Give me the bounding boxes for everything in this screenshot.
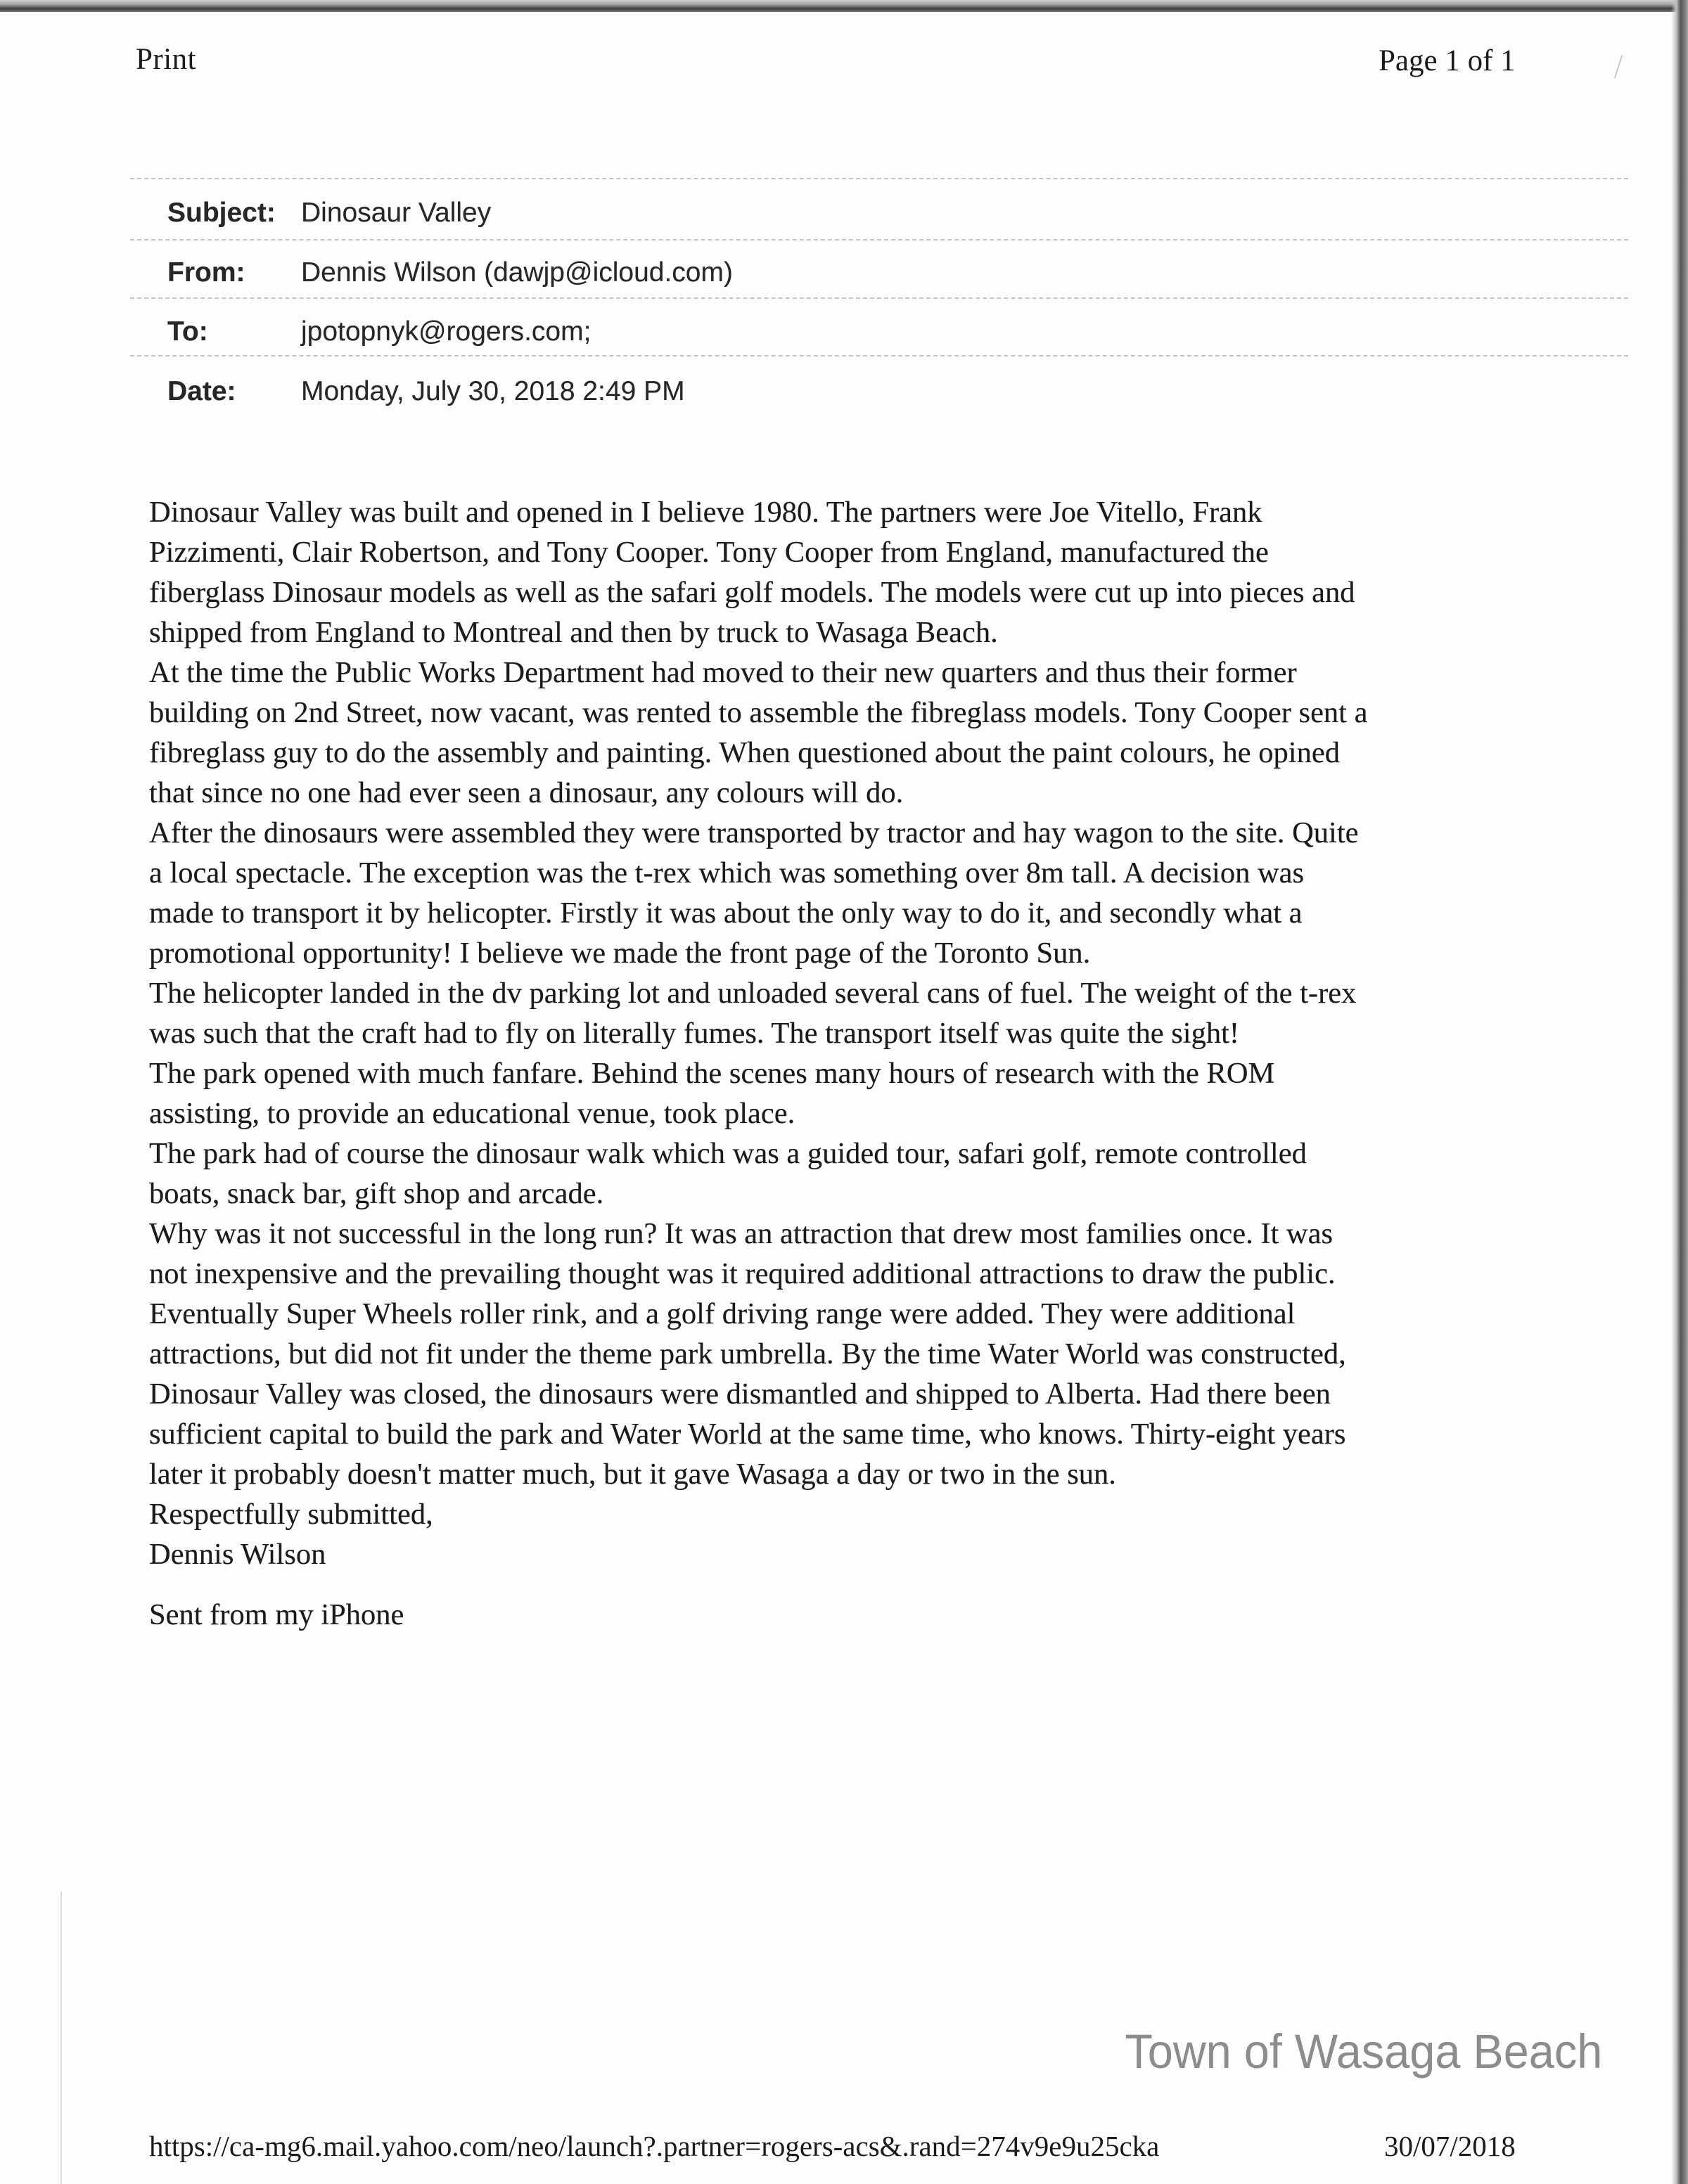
town-watermark: Town of Wasaga Beach (1124, 2024, 1602, 2079)
body-line: was such that the craft had to fly on literally fumes. The transport itself was quite the sight! (149, 1017, 1240, 1050)
header-row-to (167, 316, 591, 347)
email-body (149, 492, 1549, 1574)
header-row-date (167, 376, 685, 407)
body-line: fiberglass Dinosaur models as well as the safari golf models. The models were cut up into pieces and (149, 576, 1355, 609)
body-line: Dinosaur Valley was closed, the dinosaurs were dismantled and shipped to Alberta. Had there been (149, 1377, 1331, 1411)
from-value: Dennis Wilson (dawjp@icloud.com) (301, 257, 733, 288)
body-line: boats, snack bar, gift shop and arcade. (149, 1177, 604, 1210)
header-separator (130, 239, 1628, 240)
body-line: fibreglass guy to do the assembly and painting. When questioned about the paint colours, he opined (149, 736, 1340, 769)
body-line: Dinosaur Valley was built and opened in I believe 1980. The partners were Joe Vitello, Frank (149, 496, 1262, 529)
body-line: promotional opportunity! I believe we made the front page of the Toronto Sun. (149, 937, 1091, 970)
body-line: The helicopter landed in the dv parking lot and unloaded several cans of fuel. The weight of the t-rex (149, 977, 1357, 1010)
body-line: building on 2nd Street, now vacant, was rented to assemble the fibreglass models. Tony Cooper sent a (149, 696, 1368, 729)
body-line: sufficient capital to build the park and Water World at the same time, who knows. Thirty-eight years (149, 1418, 1346, 1451)
body-line: Dennis Wilson (149, 1538, 326, 1571)
body-line: shipped from England to Montreal and then by truck to Wasaga Beach. (149, 616, 998, 649)
sent-from-iphone-note: Sent from my iPhone (149, 1598, 404, 1631)
date-value: Monday, July 30, 2018 2:49 PM (301, 376, 685, 406)
to-value: jpotopnyk@rogers.com; (301, 316, 592, 347)
body-line: that since no one had ever seen a dinosaur, any colours will do. (149, 776, 904, 809)
scan-right-edge-artifact (1671, 0, 1688, 2184)
body-line: attractions, but did not fit under the theme park umbrella. By the time Water World was constructed, (149, 1337, 1346, 1370)
header-row-from (167, 257, 733, 288)
body-line: not inexpensive and the prevailing thought was it required additional attractions to draw the public. (149, 1257, 1336, 1290)
body-line: Why was it not successful in the long run? It was an attraction that drew most families once. It was (149, 1217, 1334, 1250)
body-line: a local spectacle. The exception was the t-rex which was something over 8m tall. A decision was (149, 856, 1305, 889)
scan-top-edge-artifact (0, 0, 1688, 12)
body-line: made to transport it by helicopter. Firstly it was about the only way to do it, and secondly what a (149, 897, 1303, 930)
scan-left-scratch-artifact (60, 1891, 62, 2184)
body-line: later it probably doesn't matter much, but it gave Wasaga a day or two in the sun. (149, 1458, 1116, 1491)
page-indicator: Page 1 of 1 (1379, 44, 1516, 77)
header-separator (130, 355, 1628, 356)
subject-value: Dinosaur Valley (301, 198, 492, 228)
body-line: Respectfully submitted, (149, 1498, 433, 1531)
body-line: Eventually Super Wheels roller rink, and a golf driving range were added. They were additional (149, 1297, 1296, 1330)
subject-label: Subject: (167, 198, 276, 228)
footer-date: 30/07/2018 (1384, 2130, 1516, 2162)
scan-scratch-artifact (1614, 56, 1623, 79)
body-line: The park had of course the dinosaur walk which was a guided tour, safari golf, remote controlled (149, 1137, 1307, 1170)
header-separator (130, 297, 1628, 299)
body-line: Pizzimenti, Clair Robertson, and Tony Cooper. Tony Cooper from England, manufactured the (149, 536, 1269, 569)
print-title: Print (136, 43, 197, 76)
header-row-subject (167, 198, 491, 229)
body-line: At the time the Public Works Department had moved to their new quarters and thus their former (149, 656, 1297, 689)
body-line: The park opened with much fanfare. Behind the scenes many hours of research with the ROM (149, 1057, 1275, 1090)
body-line: assisting, to provide an educational venue, took place. (149, 1097, 795, 1130)
footer-url: https://ca-mg6.mail.yahoo.com/neo/launch?.partner=rogers-acs&.rand=274v9e9u25cka (149, 2130, 1160, 2162)
header-separator (130, 178, 1628, 179)
date-label: Date: (167, 376, 236, 406)
from-label: From: (167, 257, 245, 288)
body-line: After the dinosaurs were assembled they were transported by tractor and hay wagon to the site. Quite (149, 816, 1359, 849)
to-label: To: (167, 316, 208, 347)
